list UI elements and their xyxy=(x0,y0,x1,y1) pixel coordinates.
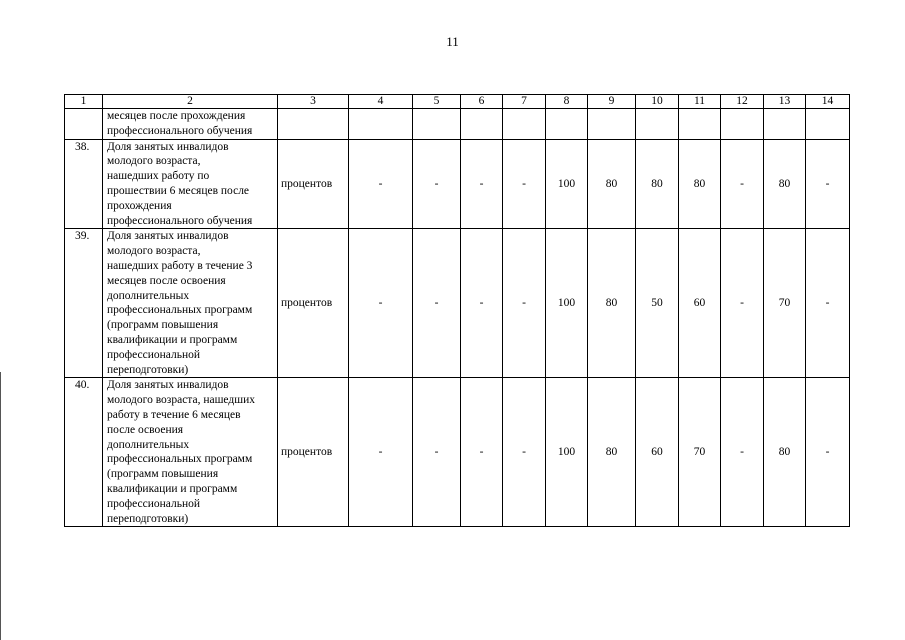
description-line: квалификации и программ xyxy=(107,333,238,346)
value-cell: - xyxy=(806,139,850,229)
description-line: профессионального обучения xyxy=(107,214,253,227)
description-line: нашедших работу в течение 3 xyxy=(107,259,253,272)
description-line: профессионального обучения xyxy=(107,124,253,137)
description-line: профессиональных программ xyxy=(107,453,253,466)
description-line: Доля занятых инвалидов xyxy=(107,379,229,392)
value-cell: 60 xyxy=(636,378,679,527)
value-cell: 50 xyxy=(636,229,679,378)
value-cell: - xyxy=(349,229,413,378)
value-cell: - xyxy=(503,229,546,378)
column-header: 9 xyxy=(588,95,636,109)
value-cell xyxy=(764,109,806,140)
value-cell xyxy=(636,109,679,140)
unit-cell xyxy=(278,109,349,140)
value-cell: 100 xyxy=(546,139,588,229)
value-cell: 80 xyxy=(679,139,721,229)
value-cell xyxy=(546,109,588,140)
value-cell: - xyxy=(806,229,850,378)
description-line: месяцев после прохождения xyxy=(107,110,246,122)
description-line: прохождения xyxy=(107,199,172,212)
value-cell xyxy=(588,109,636,140)
value-cell: - xyxy=(721,229,764,378)
description-line: профессиональной xyxy=(107,348,201,361)
description-line: прошествии 6 месяцев после xyxy=(107,184,250,197)
column-header: 3 xyxy=(278,95,349,109)
value-cell: 80 xyxy=(636,139,679,229)
value-cell: 80 xyxy=(588,139,636,229)
column-header: 8 xyxy=(546,95,588,109)
row-number xyxy=(65,109,103,140)
column-header: 7 xyxy=(503,95,546,109)
description-line: молодого возраста, xyxy=(107,245,201,258)
description-line: профессиональной xyxy=(107,497,201,510)
column-header: 1 xyxy=(65,95,103,109)
table-row xyxy=(65,229,850,378)
value-cell: - xyxy=(503,378,546,527)
column-header: 5 xyxy=(413,95,461,109)
column-header: 13 xyxy=(764,95,806,109)
page-number: 11 xyxy=(446,34,459,49)
column-header: 4 xyxy=(349,95,413,109)
description-line: молодого возраста, xyxy=(107,155,201,168)
description-line: квалификации и программ xyxy=(107,482,238,495)
value-cell: 60 xyxy=(679,229,721,378)
value-cell xyxy=(679,109,721,140)
column-header: 11 xyxy=(679,95,721,109)
description-line: после освоения xyxy=(107,423,184,436)
value-cell xyxy=(461,109,503,140)
column-header: 12 xyxy=(721,95,764,109)
description-line: профессиональных программ xyxy=(107,304,253,317)
value-cell: - xyxy=(721,139,764,229)
column-header: 10 xyxy=(636,95,679,109)
description-line: (программ повышения xyxy=(107,319,219,332)
description-line: дополнительных xyxy=(107,438,190,451)
row-number: 40. xyxy=(65,378,103,527)
column-header: 14 xyxy=(806,95,850,109)
unit-cell: процентов xyxy=(278,229,349,378)
page-edge-line xyxy=(0,372,1,640)
value-cell xyxy=(721,109,764,140)
value-cell xyxy=(806,109,850,140)
value-cell: - xyxy=(461,139,503,229)
indicator-description xyxy=(103,378,278,527)
indicator-description xyxy=(103,229,278,378)
value-cell: 80 xyxy=(764,139,806,229)
table-row xyxy=(65,378,850,527)
value-cell: 100 xyxy=(546,378,588,527)
description-line: переподготовки) xyxy=(107,363,189,376)
indicator-table xyxy=(64,94,850,527)
header-row xyxy=(65,95,850,109)
value-cell xyxy=(349,109,413,140)
indicator-description xyxy=(103,139,278,229)
unit-cell: процентов xyxy=(278,139,349,229)
value-cell: 80 xyxy=(588,378,636,527)
description-line: Доля занятых инвалидов xyxy=(107,140,229,153)
column-header: 2 xyxy=(103,95,278,109)
row-number: 38. xyxy=(65,139,103,229)
value-cell: - xyxy=(413,229,461,378)
value-cell: - xyxy=(721,378,764,527)
value-cell: - xyxy=(413,139,461,229)
value-cell: 70 xyxy=(679,378,721,527)
unit-cell: процентов xyxy=(278,378,349,527)
value-cell: - xyxy=(461,229,503,378)
table-row xyxy=(65,139,850,229)
description-line: работу в течение 6 месяцев xyxy=(107,408,241,421)
description-line: молодого возраста, нашедших xyxy=(107,394,255,407)
value-cell: 70 xyxy=(764,229,806,378)
row-number: 39. xyxy=(65,229,103,378)
description-line: переподготовки) xyxy=(107,512,189,525)
value-cell: - xyxy=(806,378,850,527)
value-cell: 80 xyxy=(588,229,636,378)
description-line: Доля занятых инвалидов xyxy=(107,230,229,243)
value-cell: - xyxy=(349,139,413,229)
value-cell xyxy=(503,109,546,140)
indicator-description xyxy=(103,109,278,140)
value-cell xyxy=(413,109,461,140)
table-row xyxy=(65,109,850,140)
column-header: 6 xyxy=(461,95,503,109)
value-cell: 100 xyxy=(546,229,588,378)
description-line: дополнительных xyxy=(107,289,190,302)
value-cell: - xyxy=(413,378,461,527)
value-cell: - xyxy=(503,139,546,229)
value-cell: - xyxy=(349,378,413,527)
description-line: месяцев после освоения xyxy=(107,274,226,287)
value-cell: - xyxy=(461,378,503,527)
description-line: (программ повышения xyxy=(107,468,219,481)
value-cell: 80 xyxy=(764,378,806,527)
description-line: нашедших работу по xyxy=(107,170,210,183)
